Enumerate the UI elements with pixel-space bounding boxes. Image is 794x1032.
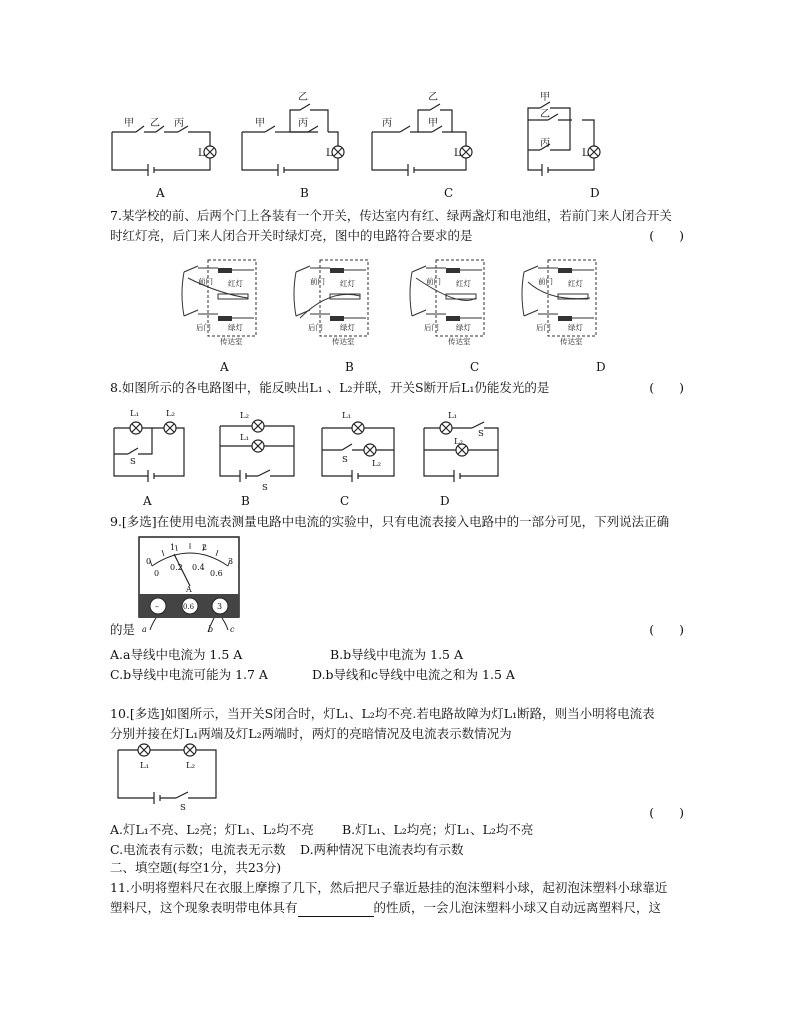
q10-option-d: D.两种情况下电流表均有示数 — [300, 842, 464, 857]
q6-option-b: B — [300, 186, 309, 200]
q7-option-a: A — [220, 360, 229, 374]
scale-bottom-3: 0.6 — [210, 569, 223, 578]
room-label: 传达室 — [448, 337, 471, 346]
green-lamp-label: 绿灯 — [568, 323, 583, 332]
q6-option-a: A — [156, 186, 165, 200]
red-lamp-label: 红灯 — [456, 279, 471, 288]
scale-top-1: 1 — [170, 543, 176, 552]
green-lamp-label: 绿灯 — [456, 323, 471, 332]
switch-label: 甲 — [428, 118, 438, 129]
q7-answer-paren: ( ) — [649, 228, 684, 243]
q11-text-line2 — [110, 898, 661, 917]
q10-option-c: C.电流表有示数；电流表无示数 — [110, 842, 286, 857]
scale-top-2: 2 — [202, 543, 208, 552]
back-door-label: 后门 — [424, 323, 439, 332]
q9-option-d: D.b导线和c导线中电流之和为 1.5 A — [312, 667, 515, 682]
wire-a-label: a — [142, 625, 147, 634]
switch-label: 甲 — [540, 92, 550, 103]
unit-label: A — [186, 585, 192, 594]
switch-label: S — [130, 457, 136, 467]
q7-text-line2: 时红灯亮，后门来人闭合开关时绿灯亮，图中的电路符合要求的是 — [110, 228, 473, 243]
q9-text-line2: 的是 — [110, 622, 136, 637]
green-lamp-label: 绿灯 — [340, 323, 355, 332]
q9-answer-paren: ( ) — [649, 622, 684, 637]
lamp-label: L — [198, 148, 205, 159]
q11-blank[interactable] — [298, 902, 374, 917]
l2-label: L₂ — [166, 409, 176, 419]
q6-circuit-figures — [100, 90, 620, 205]
switch-label: 丙 — [298, 118, 308, 129]
l2-label: L₂ — [454, 437, 464, 447]
l2-label: L₂ — [240, 411, 250, 421]
q7-option-d: D — [596, 360, 606, 374]
q6-option-d: D — [590, 186, 600, 200]
q6-option-c: C — [444, 186, 454, 200]
q10-answer-paren: ( ) — [649, 805, 684, 820]
q8-circuit-figures — [108, 406, 508, 492]
q11-text-line1: 11.小明将塑料尺在衣服上摩擦了几下，然后把尺子靠近悬挂的泡沫塑料小球，起初泡沫塑料小球靠近 — [110, 880, 668, 895]
q8-answer-paren: ( ) — [649, 380, 684, 395]
q10-option-b: B.灯L₁、L₂均亮；灯L₁、L₂均不亮 — [342, 822, 534, 837]
q10-circuit-figure — [112, 740, 222, 810]
q9-option-a: A.a导线中电流为 1.5 A — [110, 647, 243, 662]
switch-label: 乙 — [298, 92, 308, 103]
ammeter-figure — [138, 536, 242, 634]
l1-label: L₁ — [448, 411, 458, 421]
q10-text-line1: 10.[多选]如图所示，当开关S闭合时，灯L₁、L₂均不亮.若电路故障为灯L₁断路，则当小明将电流表 — [110, 706, 655, 721]
lamp-label: L — [582, 148, 589, 159]
q9-option-b: B.b导线中电流为 1.5 A — [330, 647, 464, 662]
terminal-3: 3 — [217, 602, 223, 611]
q8-option-b: B — [241, 494, 250, 508]
q10-option-a: A.灯L₁不亮、L₂亮；灯L₁、L₂均不亮 — [110, 822, 314, 837]
q8-option-a: A — [143, 494, 152, 508]
l1-label: L₁ — [342, 411, 352, 421]
l1-label: L₁ — [140, 761, 150, 771]
section-title: 二、填空题(每空1分，共23分) — [110, 860, 282, 875]
q9-option-c: C.b导线中电流可能为 1.7 A — [110, 667, 268, 682]
q8-text: 8.如图所示的各电路图中，能反映出L₁ 、L₂并联，开关S断开后L₁仍能发光的是 — [110, 380, 550, 395]
room-label: 传达室 — [220, 337, 243, 346]
wire-b-label: b — [208, 625, 214, 634]
q8-option-d: D — [440, 494, 450, 508]
room-label: 传达室 — [560, 337, 583, 346]
q8-option-c: C — [340, 494, 350, 508]
red-lamp-label: 红灯 — [568, 279, 583, 288]
front-door-label: 前门 — [198, 277, 213, 286]
red-lamp-label: 红灯 — [228, 279, 243, 288]
l1-label: L₁ — [240, 433, 250, 443]
back-door-label: 后门 — [308, 323, 323, 332]
switch-label: S — [342, 455, 348, 465]
q9-text-line1: 9.[多选]在使用电流表测量电路中电流的实验中，只有电流表接入电路中的一部分可见，下列说法正确 — [110, 514, 670, 529]
q7-text-line1: 7.某学校的前、后两个门上各装有一个开关，传达室内有红、绿两盏灯和电池组，若前门来人闭合开关 — [110, 208, 672, 223]
switch-label: 甲 — [124, 118, 134, 129]
terminal-06: 0.6 — [183, 603, 195, 611]
switch-label: S — [478, 429, 484, 439]
switch-label: 丙 — [174, 118, 184, 129]
q11-text-part1: 塑料尺，这个现象表明带电体具有 — [110, 900, 298, 915]
q7-option-c: C — [470, 360, 480, 374]
switch-label: 乙 — [540, 109, 550, 120]
switch-label: 甲 — [255, 118, 265, 129]
red-lamp-label: 红灯 — [340, 279, 355, 288]
front-door-label: 前门 — [310, 277, 325, 286]
front-door-label: 前门 — [538, 277, 553, 286]
scale-bottom-2: 0.4 — [192, 563, 205, 572]
q10-text-line2: 分别并接在灯L₁两端及灯L₂两端时，两灯的亮暗情况及电流表示数情况为 — [110, 726, 512, 741]
switch-label: 乙 — [150, 118, 160, 129]
scale-bottom-0: 0 — [154, 569, 160, 578]
l2-label: L₂ — [186, 761, 196, 771]
switch-label: 乙 — [428, 92, 438, 103]
wire-c-label: c — [230, 625, 235, 634]
switch-label: 丙 — [382, 118, 392, 129]
l2-label: L₂ — [372, 459, 382, 469]
l1-label: L₁ — [130, 409, 140, 419]
lamp-label: L — [454, 148, 461, 159]
q7-option-b: B — [345, 360, 354, 374]
switch-label: 丙 — [540, 138, 550, 149]
q7-circuit-figures — [180, 258, 600, 348]
scale-top-0: 0 — [146, 557, 152, 566]
back-door-label: 后门 — [536, 323, 551, 332]
terminal-negative: – — [155, 602, 159, 611]
front-door-label: 前门 — [426, 277, 441, 286]
scale-bottom-1: 0.2 — [170, 563, 183, 572]
scale-top-3: 3 — [228, 557, 234, 566]
room-label: 传达室 — [332, 337, 355, 346]
q11-text-part2: 的性质，一会儿泡沫塑料小球又自动远离塑料尺，这 — [373, 900, 662, 915]
green-lamp-label: 绿灯 — [228, 323, 243, 332]
switch-label: S — [262, 483, 268, 492]
switch-label: S — [180, 803, 186, 810]
back-door-label: 后门 — [196, 323, 211, 332]
lamp-label: L — [326, 148, 333, 159]
